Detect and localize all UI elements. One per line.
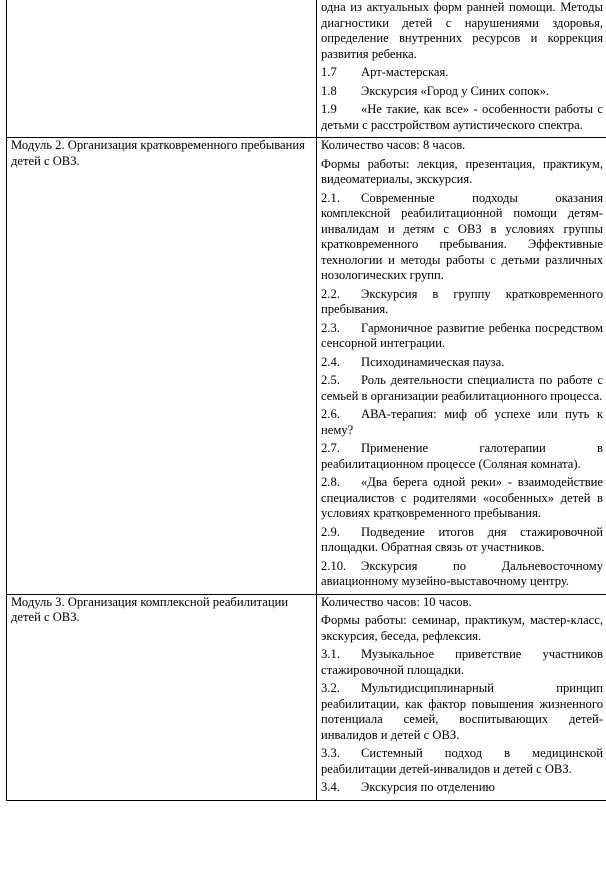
item-text: Современные подходы оказания комплексной реабилитационной помощи детям-инвалидам и детям с ОВЗ в условиях группы кратковременного пребывания. Эффективные технологии и методы работы с детьми различных нозологических групп.: [321, 190, 603, 282]
list-item: [321, 191, 603, 284]
item-number: 1.7: [321, 65, 337, 79]
table-row: [7, 0, 606, 138]
item-text: Психодинамическая пауза.: [361, 354, 505, 369]
item-text: Экскурсия в группу кратковременного пребывания.: [321, 286, 603, 316]
list-item: [321, 681, 603, 743]
list-item: [321, 647, 603, 678]
item-text: Роль деятельности специалиста по работе с семьей в организации реабилитационного процесса.: [321, 373, 603, 403]
item-number: 3.2.: [321, 681, 340, 695]
list-item: [321, 84, 603, 100]
program-table-body: [7, 0, 606, 800]
list-item: [321, 321, 603, 352]
list-item: [321, 780, 603, 796]
item-number: 2.8.: [321, 475, 340, 489]
text-line: Формы работы: лекция, презентация, практикум, видеоматериалы, экскурсия.: [321, 156, 603, 186]
item-number: 1.8: [321, 83, 337, 98]
table-row: [7, 594, 606, 800]
item-text: Экскурсия «Город у Синих сопок».: [361, 83, 550, 98]
item-text: Мультидисциплинарный принцип реабилитации, как фактор повышения жизненного потенциала семей, воспитывающих детей-инвалидов и детей с ОВЗ.: [321, 681, 603, 742]
program-table: [6, 0, 606, 801]
item-number: 2.6.: [321, 407, 340, 421]
list-item: [321, 65, 603, 81]
details-cell: [317, 594, 606, 800]
item-text: «Два берега одной реки» - взаимодействие специалистов с родителями «особенных» детей в условиях кратковременного пребывания.: [321, 475, 603, 520]
item-number: 2.2.: [321, 286, 340, 301]
item-text: Системный подход в медицинской реабилитации детей-инвалидов и детей с ОВЗ.: [321, 746, 603, 776]
item-number: 2.3.: [321, 320, 340, 335]
list-item: [321, 373, 603, 404]
item-text: Экскурсия по Дальневосточному авиационному музейно-выставочному центру.: [321, 558, 603, 588]
item-number: 2.10.: [321, 558, 347, 573]
item-text: Музыкальное приветствие участников стажировочной площадки.: [321, 647, 603, 677]
item-text: Гармоничное развитие ребенка посредством сенсорной интеграции.: [321, 320, 603, 350]
list-item: [321, 559, 603, 590]
module-cell: [7, 0, 317, 138]
list-item: [321, 407, 603, 438]
item-text: Экскурсия по отделению: [361, 780, 495, 794]
text-line: Количество часов: 10 часов.: [321, 594, 472, 609]
details-cell: [317, 0, 606, 138]
text-line: Количество часов: 8 часов.: [321, 138, 466, 152]
text-line: одна из актуальных форм ранней помощи. Методы диагностики детей с нарушениями здоровья, определение внутренних ресурсов и коррекция развития ребенка.: [321, 0, 603, 61]
list-item: [321, 746, 603, 777]
list-item: [321, 441, 603, 472]
item-text: Применение галотерапии в реабилитационном процессе (Соляная комната).: [321, 441, 603, 471]
details-cell: [317, 138, 606, 595]
item-number: 3.1.: [321, 647, 340, 661]
module-cell: Модуль 3. Организация комплексной реабилитации детей с ОВЗ.: [7, 594, 317, 800]
list-item: [321, 287, 603, 318]
item-number: 2.1.: [321, 190, 340, 205]
item-number: 1.9: [321, 102, 337, 116]
item-number: 2.5.: [321, 373, 340, 387]
item-text: «Не такие, как все» - особенности работы с детьми с расстройством аутистического спектра.: [321, 102, 603, 132]
list-item: [321, 475, 603, 522]
text-line: Формы работы: семинар, практикум, мастер-класс, экскурсия, беседа, рефлексия.: [321, 613, 603, 643]
list-item: [321, 102, 603, 133]
list-item: [321, 525, 603, 556]
item-text: Подведение итогов дня стажировочной площадки. Обратная связь от участников.: [321, 524, 603, 554]
item-text: Арт-мастерская.: [361, 65, 449, 79]
item-number: 2.7.: [321, 441, 340, 455]
item-number: 3.4.: [321, 780, 340, 794]
item-number: 3.3.: [321, 746, 340, 760]
item-number: 2.4.: [321, 354, 340, 369]
list-item: [321, 355, 603, 371]
module-cell: Модуль 2. Организация кратковременного пребывания детей с ОВЗ.: [7, 138, 317, 595]
table-row: [7, 138, 606, 595]
item-number: 2.9.: [321, 524, 340, 539]
item-text: АВА-терапия: миф об успехе или путь к нему?: [321, 407, 603, 437]
